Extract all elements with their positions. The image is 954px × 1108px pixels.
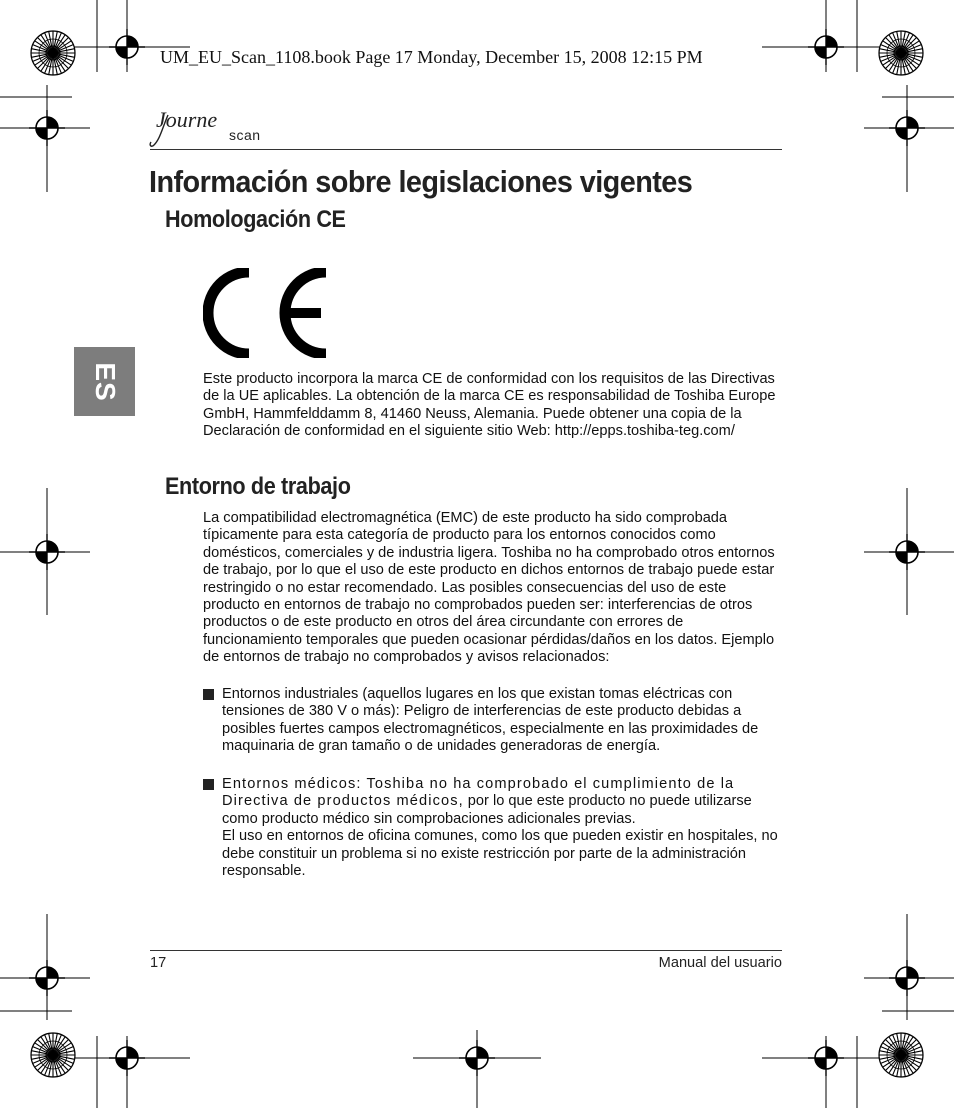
section-heading-ce: Homologación CE [165, 206, 346, 233]
logo-scan-text: scan [229, 127, 261, 143]
list-item-industrial [203, 686, 783, 756]
ce-mark-icon [203, 268, 328, 358]
bullet-square-icon [203, 689, 214, 700]
list-item-medical-spaced-text: Entornos médicos: Toshiba no ha comprobado el cumplimiento de la Directiva de productos médicos, [222, 776, 735, 810]
bullet-list-industrial [203, 686, 783, 756]
logo-script-text: Journe [156, 107, 218, 132]
bullet-list-medical [203, 776, 783, 880]
list-item-medical [203, 776, 783, 880]
section-heading-environment: Entorno de trabajo [165, 473, 351, 500]
list-item-medical-extra-text: El uso en entornos de oficina comunes, como los que pueden existir en hospitales, no debe constituir un problema si no existe restricción por parte de la administración responsable. [222, 828, 778, 880]
list-item-industrial-text: Entornos industriales (aquellos lugares en los que existan tomas eléctricas con tensiones de 380 V o más): Peligro de interferencias de este producto debidas a posibles fuertes campos electromagnéticos, especialmente en las proximidades de maquinaria de gran tamaño o de unidades generadoras de energía. [222, 686, 759, 755]
language-tab-label: ES [89, 361, 121, 402]
ce-paragraph: Este producto incorpora la marca CE de conformidad con los requisitos de las Directivas de la UE aplicables. La obtención de la marca CE es responsabilidad de Toshiba Europe GmbH, Hammfelddamm 8, 41460 Neuss, Alemania. Puede obtener una copia de la Declaración de conformidad en el siguiente sitio Web: http://epps.toshiba-teg.com/ [203, 371, 776, 440]
list-item-medical-text: por lo que este producto no puede utilizarse como producto médico sin comprobaciones adicionales previas. [222, 793, 752, 827]
book-header-line: UM_EU_Scan_1108.book Page 17 Monday, December 15, 2008 12:15 PM [160, 47, 703, 67]
environment-paragraph: La compatibilidad electromagnética (EMC) de este producto ha sido comprobada típicamente para esta categoría de producto para los entornos conocidos como domésticos, comerciales y de industria ligera. Toshiba no ha comprobado otros entornos de trabajo, por lo que el uso de este producto en dichos entornos de trabajo puede estar restringido o no estar recomendado. Las posibles consecuencias del uso de este producto en entornos de trabajo no comprobados pueden ser: interferencias de otros productos o de este producto en otros del área circundante con errores de funcionamiento temporales que pueden ocasionar pérdidas/daños en los datos. Ejemplo de entornos de trabajo no comprobados y avisos relacionados: [203, 510, 775, 666]
page-number: 17 [150, 955, 167, 971]
bullet-square-icon [203, 779, 214, 790]
page-title: Información sobre legislaciones vigentes [149, 164, 693, 199]
footer-manual-title: Manual del usuario [658, 955, 782, 971]
language-tab [74, 347, 135, 416]
footer-rule [150, 950, 782, 951]
header-rule [150, 149, 782, 150]
